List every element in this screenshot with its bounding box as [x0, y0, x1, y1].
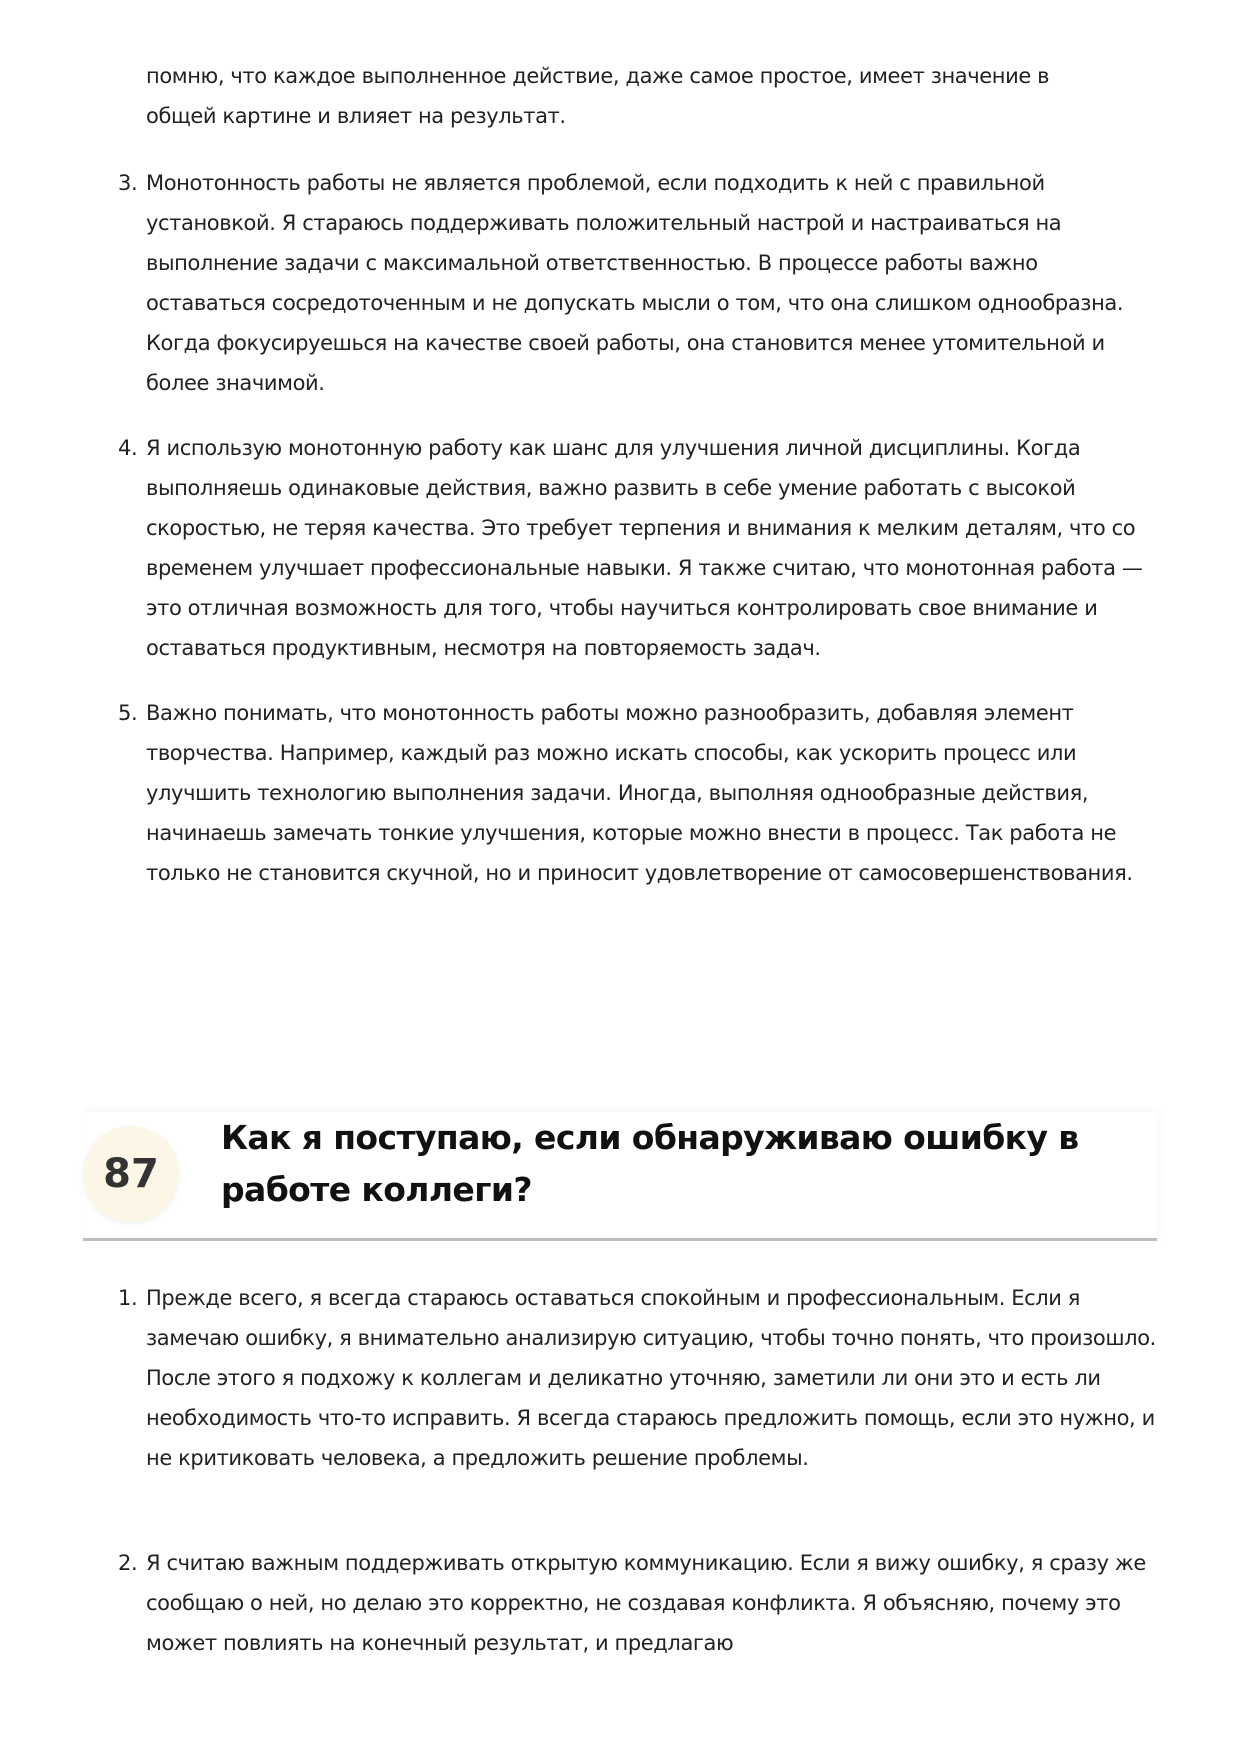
- list-item-text: Я использую монотонную работу как шанс для улучшения личной дисциплины. Когда выполняешь одинаковые действия, важно развить в себе умение работать с высокой скоростью, не теряя качества. Это требует терпения и внимания к мелким деталям, что со временем улучшает профессиональные навыки. Я также считаю, что монотонная работа — это отличная возможность для того, чтобы научиться контролировать свое внимание и оставаться продуктивным, несмотря на повторяемость задач.: [146, 436, 1143, 660]
- list-item-number: 1.: [118, 1286, 138, 1310]
- list-item: [0, 693, 1156, 893]
- section-title-line-2: работе коллеги?: [221, 1170, 532, 1209]
- list-item: [0, 1543, 1146, 1663]
- list-item-number: 5.: [118, 701, 138, 725]
- list-item-text: помню, что каждое выполненное действие, даже самое простое, имеет значение в общей картине и влияет на результат.: [146, 64, 1050, 128]
- list-item-number: 2.: [118, 1551, 138, 1575]
- list-item: [0, 1278, 1156, 1478]
- section-title: [221, 1112, 1141, 1216]
- list-item-text: Я считаю важным поддерживать открытую коммуникацию. Если я вижу ошибку, я сразу же сообщаю о ней, но делаю это корректно, не создавая конфликта. Я объясняю, почему это может повлиять на конечный результат, и предлагаю: [146, 1551, 1146, 1655]
- section-header: [83, 1112, 1157, 1241]
- list-item-number: 3.: [118, 171, 138, 195]
- list-item-number: 4.: [118, 436, 138, 460]
- list-item-text: Прежде всего, я всегда стараюсь оставаться спокойным и профессиональным. Если я замечаю ошибку, я внимательно анализирую ситуацию, чтобы точно понять, что произошло. После этого я подхожу к коллегам и деликатно уточняю, заметили ли они это и есть ли необходимость что-то исправить. Я всегда стараюсь предложить помощь, если это нужно, и не критиковать человека, а предложить решение проблемы.: [146, 1286, 1156, 1470]
- list-item-text: Монотонность работы не является проблемой, если подходить к ней с правильной установкой. Я стараюсь поддерживать положительный настрой и настраиваться на выполнение задачи с максимальной ответственностью. В процессе работы важно оставаться сосредоточенным и не допускать мысли о том, что она слишком однообразна. Когда фокусируешься на качестве своей работы, она становится менее утомительной и более значимой.: [146, 171, 1124, 395]
- list-item-text: Важно понимать, что монотонность работы можно разнообразить, добавляя элемент творчества. Например, каждый раз можно искать способы, как ускорить процесс или улучшить технологию выполнения задачи. Иногда, выполняя однообразные действия, начинаешь замечать тонкие улучшения, которые можно внести в процесс. Так работа не только не становится скучной, но и приносит удовлетворение от самосовершенствования.: [146, 701, 1133, 885]
- section-title-line-1: Как я поступаю, если обнаруживаю ошибку в: [221, 1118, 1079, 1157]
- list-item: [0, 428, 1166, 668]
- question-number-badge: 87: [83, 1126, 179, 1222]
- list-item-continuation: [0, 56, 1086, 136]
- list-item: [0, 163, 1156, 403]
